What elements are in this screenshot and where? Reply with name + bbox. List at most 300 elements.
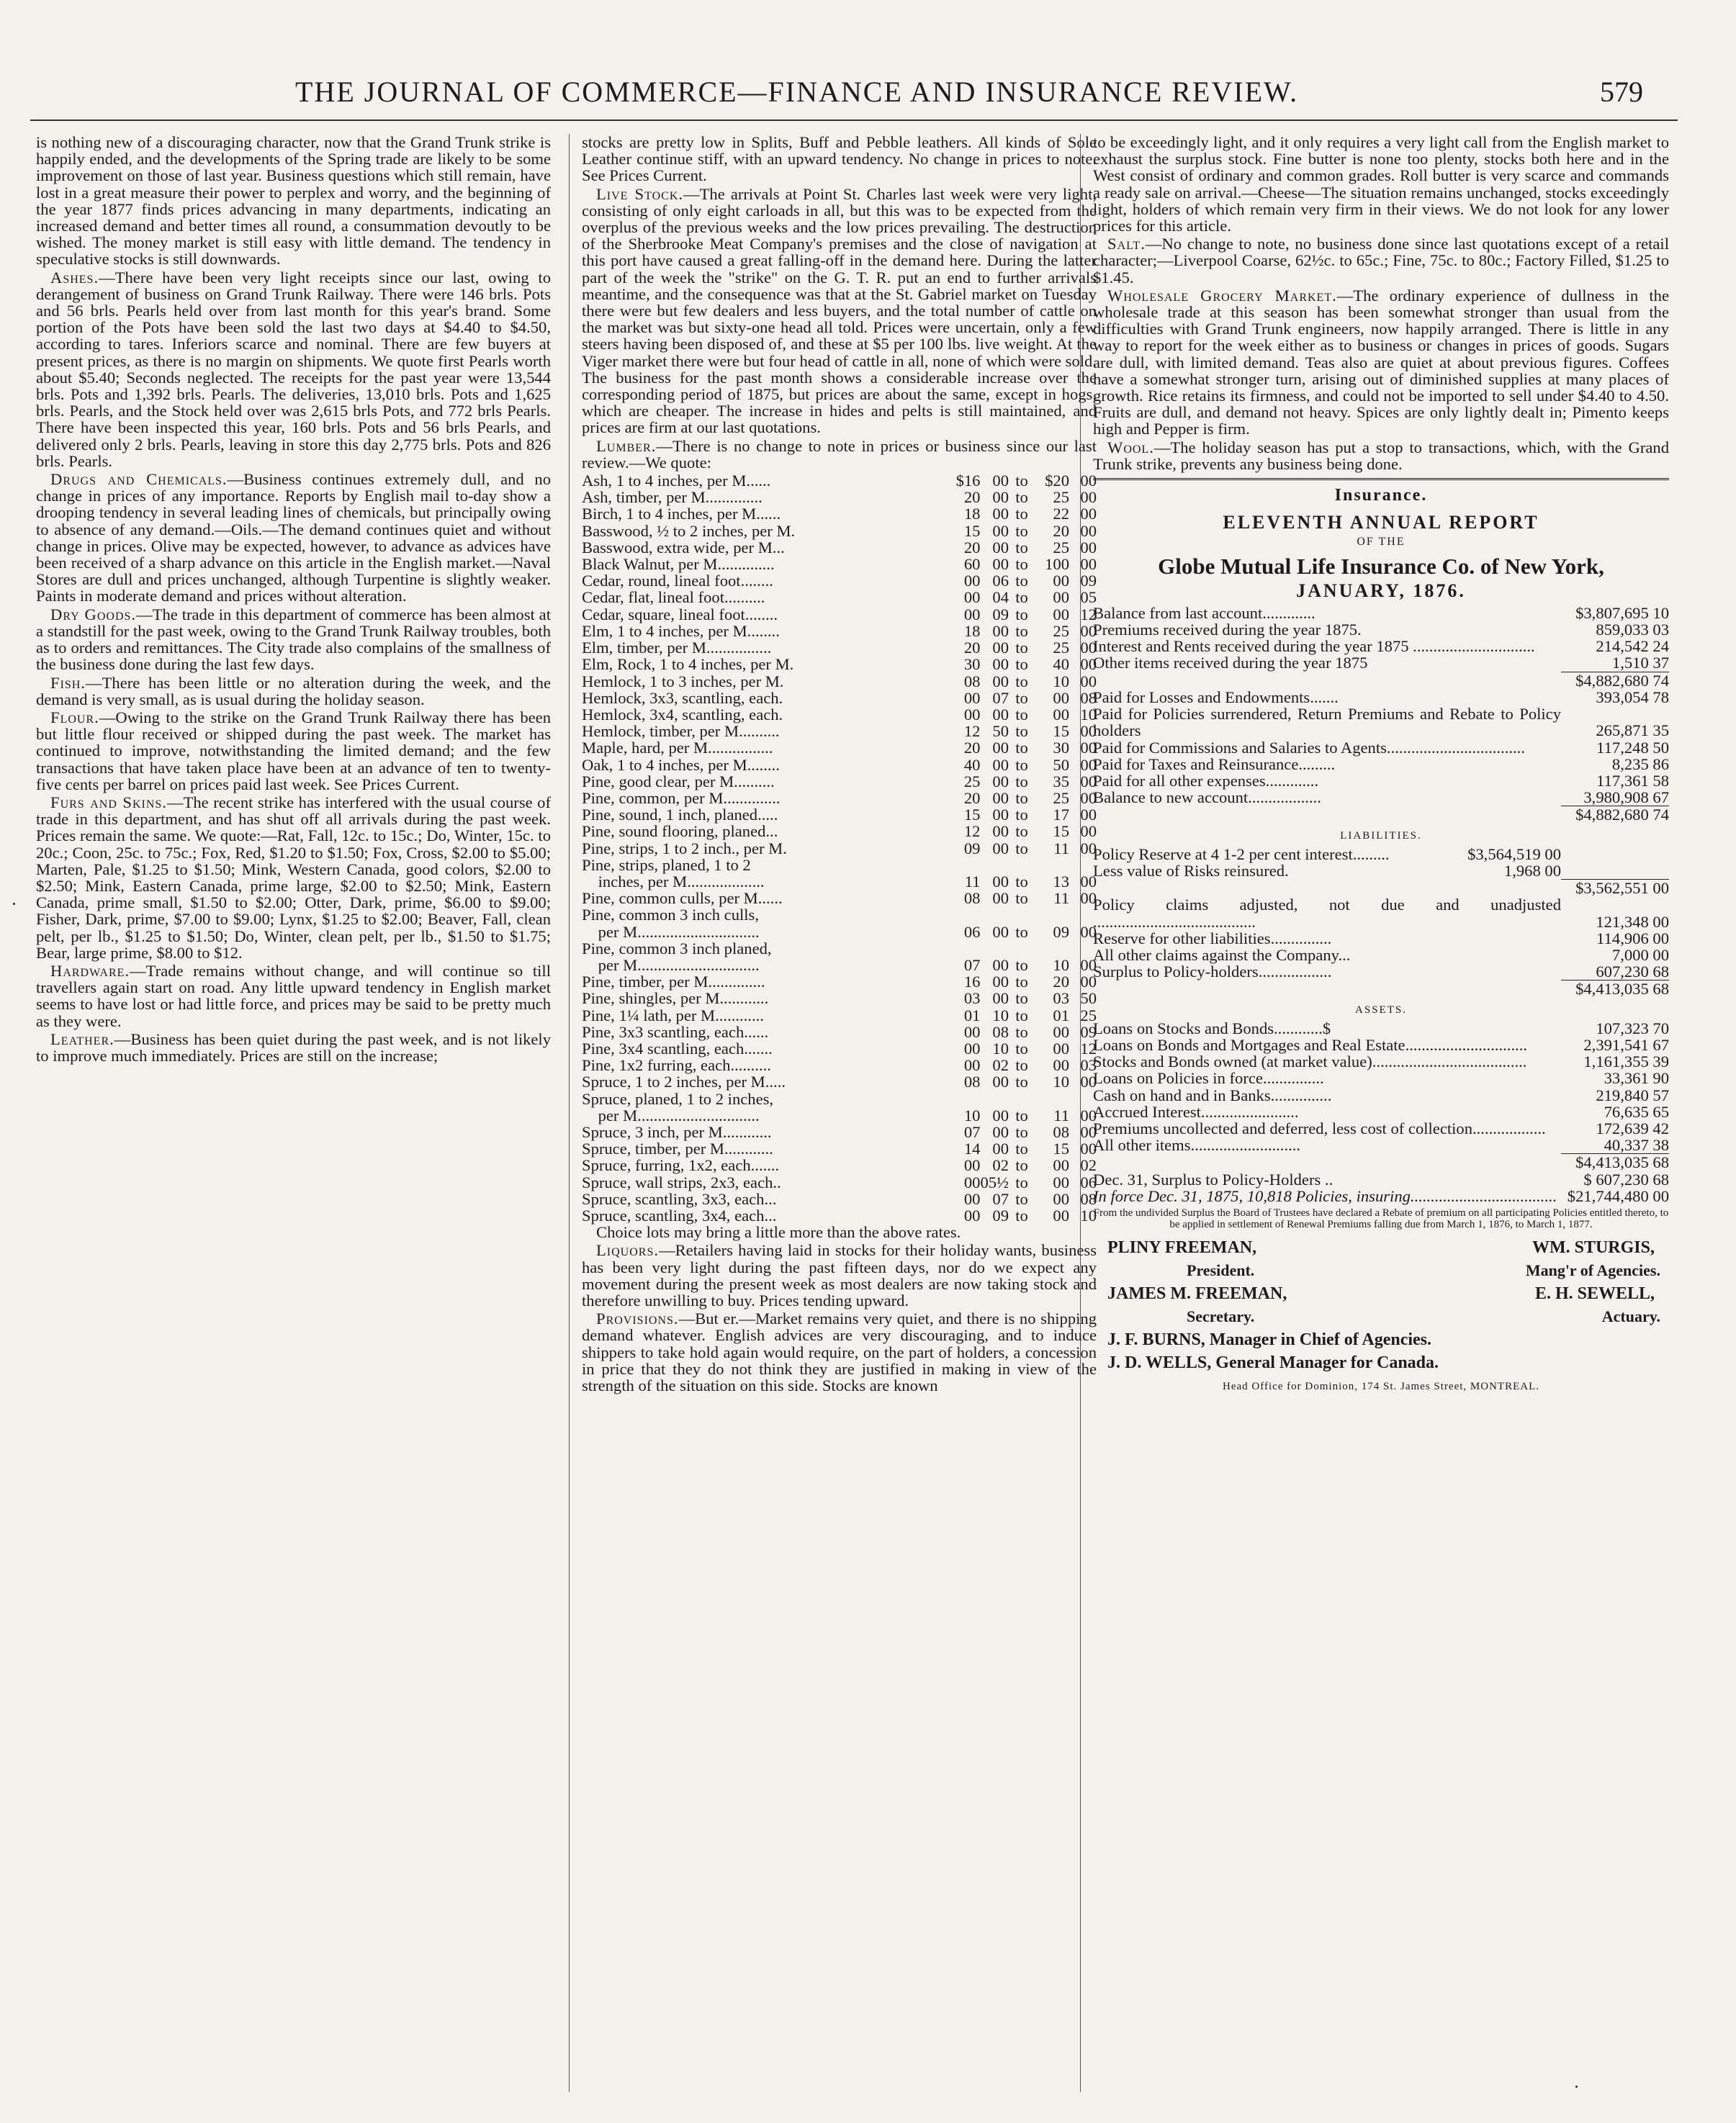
- financial-row: [1093, 1020, 1669, 1037]
- financial-value: 76,635 65: [1604, 1102, 1669, 1121]
- price-high-dollars: 00: [1053, 1056, 1069, 1075]
- page-header: [0, 75, 1736, 112]
- price-high-cents: 00: [1080, 1073, 1097, 1091]
- lumber-item: Pine, common, per M..............: [582, 788, 781, 807]
- to-word: [1009, 1091, 1035, 1107]
- income-total-row: [1093, 672, 1669, 689]
- lumber-item: Pine, 3x3 scantling, each......: [582, 1022, 769, 1041]
- price-low-dollars: 16: [963, 973, 981, 991]
- income-table: [1093, 605, 1669, 672]
- drugs-paragraph: [36, 471, 551, 605]
- lumber-row: [582, 823, 1097, 839]
- lumber-item: per M..............................: [582, 1106, 760, 1124]
- price-low-dollars: 00: [963, 1156, 981, 1175]
- lumber-row: [582, 957, 1097, 973]
- price-high-cents: 00: [1080, 639, 1097, 657]
- financial-row: [1093, 862, 1669, 879]
- wool-heading: Wool.: [1107, 438, 1154, 456]
- lumber-row: [582, 890, 1097, 906]
- financial-row: [1093, 1070, 1669, 1086]
- to-word: to: [1015, 1122, 1028, 1141]
- report-title: ELEVENTH ANNUAL REPORT: [1223, 512, 1539, 533]
- financial-label: Surplus to Policy-holders..................: [1093, 963, 1332, 981]
- price-low-cents: 07: [992, 688, 1009, 707]
- price-high-cents: 00: [1080, 955, 1097, 974]
- to-word: to: [1015, 572, 1028, 590]
- assets-heading: ASSETS.: [1355, 1004, 1407, 1016]
- price-high-dollars: 01: [1053, 1006, 1069, 1024]
- to-word: to: [1015, 973, 1028, 991]
- in-force-value: $21,744,480 00: [1567, 1186, 1669, 1205]
- lumber-item: Spruce, 3 inch, per M............: [582, 1122, 772, 1141]
- price-high-dollars: 00: [1053, 1156, 1069, 1175]
- column-divider: [569, 134, 570, 2092]
- financial-row: [1093, 896, 1669, 929]
- financial-label: Premiums uncollected and deferred, less cost of collection..................: [1093, 1119, 1546, 1137]
- lumber-row: [582, 1007, 1097, 1024]
- lumber-row: [582, 556, 1097, 572]
- price-high-dollars: [1035, 940, 1069, 957]
- hardware-text: —Trade remains without change, and will continue so till travellers again start on road. Any little upward tendency in English market seems to have lost or had little force, and prices may be said to be pretty much as they were.: [36, 961, 551, 1030]
- price-low-dollars: 08: [963, 889, 981, 908]
- ashes-text: —There have been very light receipts since our last, owing to derangement of business on Grand Trunk Railway. There were 146 brls. Pots and 56 brls. Pearls held over from last month for this year's brand. Some portion of the Pots have been sold the last two days at $4.40 to $4.50, according to tares. Inferiors scarce and nominal. There are few buyers at present prices, as there is no margin on shipments. We quote first Pearls worth about $5.40; Seconds neglected. The receipts for the past year were 13,544 brls. Pots and 1,392 brls. Pearls. The deliveries, 13,010 brls. Pots and 1,625 brls. Pearls, and the Stock held over was 2,615 brls Pots, and 772 brls Pearls. There have been inspected this year, 160 brls. Pots and 56 brls Pearls, and delivered only 2 brls. Pearls, leaving in store this day 2,775 brls. Pots and 826 brls. Pearls.: [36, 268, 551, 470]
- lumber-row: [582, 1157, 1097, 1173]
- price-high-dollars: 17: [1053, 806, 1069, 824]
- financial-label: Other items received during the year 1875: [1093, 654, 1368, 672]
- lumber-row: [582, 690, 1097, 706]
- financial-value: 117,361 58: [1596, 771, 1669, 790]
- price-high-dollars: 35: [1053, 772, 1069, 790]
- price-high-dollars: 11: [1053, 1106, 1069, 1124]
- financial-row: [1093, 689, 1669, 706]
- to-word: to: [1015, 839, 1028, 857]
- price-low-dollars: [945, 1091, 980, 1107]
- financial-row: [1093, 638, 1669, 654]
- financial-row: [1093, 846, 1669, 862]
- financial-value: 33,361 90: [1604, 1069, 1669, 1088]
- to-word: to: [1015, 1189, 1028, 1208]
- lumber-item: Pine, sound flooring, planed...: [582, 822, 778, 841]
- price-high-dollars: 03: [1053, 989, 1069, 1008]
- disbursement-total: $4,882,680 74: [1561, 806, 1669, 824]
- to-word: [1009, 940, 1035, 957]
- price-low-cents: 10: [992, 1006, 1009, 1024]
- drugs-text: —Business continues extremely dull, and no change in prices of any importance. Reports by English mail to-day show a drooping tendency in several leading lines of chemicals, but principally owing to absence of any demand.—Oils.—The demand continues quiet and without change in prices. Olive may be expected, however, to advance as advices have been received of a sharp advance on this article in the English market.—Naval Stores are dull and prices unchanged, although Turpentine is slightly weaker. Paints in moderate demand and prices without alteration.: [36, 470, 551, 605]
- price-high-cents: 10: [1080, 1207, 1097, 1225]
- lumber-item: Pine, good clear, per M..........: [582, 772, 775, 790]
- lumber-item: Pine, 1x2 furring, each..........: [582, 1056, 771, 1075]
- financial-row: [1093, 1104, 1669, 1120]
- price-low-cents: 00: [992, 538, 1009, 556]
- financial-value: 214,542 24: [1596, 637, 1669, 656]
- financial-value: 114,906 00: [1596, 929, 1669, 947]
- financial-label: Reserve for other liabilities...............: [1093, 929, 1332, 947]
- price-low-cents: 00: [992, 621, 1009, 640]
- financial-label: Premiums received during the year 1875.: [1093, 621, 1362, 639]
- to-word: to: [1015, 1207, 1028, 1225]
- lumber-item: Pine, sound, 1 inch, planed.....: [582, 806, 778, 824]
- price-high-dollars: 25: [1053, 538, 1069, 556]
- lumber-item: Pine, common 3 inch culls,: [582, 906, 759, 924]
- price-low-dollars: 14: [963, 1140, 981, 1158]
- price-high-cents: 09: [1080, 1022, 1097, 1041]
- salt-paragraph: [1093, 235, 1669, 286]
- price-high-dollars: 10: [1053, 955, 1069, 974]
- to-word: [1009, 857, 1035, 873]
- to-word: to: [1015, 655, 1028, 674]
- leather-text: —Business has been quiet during the past week, and is not likely to improve much immediately. Prices are still on the increase;: [36, 1029, 551, 1065]
- reserve-total: $3,562,551 00: [1561, 880, 1669, 897]
- price-high-cents: 00: [1080, 521, 1097, 540]
- liabilities-total: $4,413,035 68: [1561, 981, 1669, 998]
- provisions-continued: to be exceedingly light, and it only requires a very light call from the English market to exhaust the surplus stock. Fine butter is none too plenty, stocks both here and in the West consist of ordinary and common grades. Roll butter is very scarce and commands a ready sale on arrival.—Cheese—The situation remains unchanged, stocks exceedingly light, holders of which remain very firm in their views. We do not look for any lower prices for this article.: [1093, 134, 1669, 235]
- officer-role: Mang'r of Agencies.: [1525, 1261, 1660, 1279]
- to-word: to: [1015, 472, 1028, 490]
- to-word: to: [1015, 788, 1028, 807]
- lumber-paragraph: [582, 438, 1097, 471]
- price-high-cents: 00: [1080, 555, 1097, 574]
- price-high-dollars: 100: [1045, 555, 1069, 574]
- lumber-row: [582, 623, 1097, 639]
- to-word: to: [1015, 889, 1028, 908]
- price-high-cents: 03: [1080, 1056, 1097, 1075]
- grocery-text: —The ordinary experience of dullness in the wholesale trade at this season has been somewhat stronger than usual from the difficulties with Grand Trunk engineers, now happily arranged. There is little in any way to report for the week either as to business or changes in prices of goods. Sugars are dull, with limited demand. Teas also are quiet at about previous figures. Coffees have a somewhat stronger turn, arising out of diminished supplies at many places of growth. Rice retains its firmness, and could not be imported to sell under $4.40 to 4.50. Fruits are dull, and demand not heavy. Spices are only lightly dealt in; Pimento keeps high and Pepper is firm.: [1093, 286, 1669, 438]
- price-high-cents: 00: [1080, 922, 1097, 941]
- surplus-value: $ 607,230 68: [1583, 1170, 1669, 1189]
- price-low-dollars: 18: [963, 621, 981, 640]
- dry-goods-paragraph: [36, 606, 551, 673]
- column-1: [36, 134, 551, 2092]
- price-low-dollars: 40: [963, 755, 981, 774]
- lumber-item: Elm, Rock, 1 to 4 inches, per M.: [582, 655, 794, 674]
- lumber-item: Cedar, square, lineal foot........: [582, 605, 778, 623]
- price-low-cents: 00: [992, 973, 1009, 991]
- price-high-cents: 05: [1080, 588, 1097, 607]
- price-high-cents: 00: [1080, 872, 1097, 891]
- financial-label: All other items...........................: [1093, 1136, 1301, 1155]
- price-high-cents: 10: [1080, 705, 1097, 724]
- financial-row: [1093, 1037, 1669, 1053]
- price-low-cents: 00: [992, 772, 1009, 790]
- price-low-cents: 07: [992, 1189, 1009, 1208]
- live-stock-paragraph: [582, 186, 1097, 436]
- reserve-table: [1093, 846, 1669, 879]
- price-low-dollars: 20: [963, 739, 981, 757]
- price-low-dollars: 00: [963, 1189, 981, 1208]
- price-high-cents: 06: [1080, 1173, 1097, 1191]
- price-low-dollars: 00: [963, 1056, 981, 1075]
- price-low-dollars: 12: [963, 722, 981, 741]
- price-high-dollars: [1035, 857, 1069, 873]
- disbursement-table: [1093, 689, 1669, 806]
- price-low-dollars: 00: [963, 688, 981, 707]
- price-low-dollars: 20: [963, 788, 981, 807]
- price-low-dollars: 00: [963, 1022, 981, 1041]
- to-word: to: [1015, 1073, 1028, 1091]
- manager-burns: J. F. BURNS, Manager in Chief of Agencies.: [1107, 1330, 1431, 1349]
- to-word: to: [1015, 1140, 1028, 1158]
- to-word: to: [1015, 688, 1028, 707]
- financial-label: Paid for Policies surrendered, Return Premiums and Rebate to Policy holders: [1093, 705, 1561, 740]
- lumber-item: Spruce, scantling, 3x4, each...: [582, 1207, 777, 1225]
- financial-row: [1093, 621, 1669, 638]
- price-high-dollars: [1035, 1091, 1069, 1107]
- price-low-cents: 00: [992, 788, 1009, 807]
- financial-label: Interest and Rents received during the year 1875 ..............................: [1093, 637, 1535, 656]
- lumber-item: inches, per M...................: [582, 872, 765, 891]
- financial-row: [1093, 963, 1669, 980]
- lumber-item: Hemlock, timber, per M..........: [582, 722, 780, 741]
- price-high-cents: 00: [1080, 772, 1097, 790]
- officer-role: Secretary.: [1187, 1307, 1255, 1325]
- officer-name: PLINY FREEMAN,: [1107, 1238, 1257, 1257]
- price-low-dollars: 08: [963, 1073, 981, 1091]
- price-low-cents: 09: [992, 1207, 1009, 1225]
- lumber-item: Pine, 3x4 scantling, each.......: [582, 1039, 773, 1058]
- price-high-cents: 00: [1080, 822, 1097, 841]
- lumber-item: Spruce, 1 to 2 inches, per M.....: [582, 1073, 786, 1091]
- leather-heading: Leather.: [50, 1029, 114, 1048]
- lumber-row: [582, 1124, 1097, 1140]
- to-word: to: [1015, 555, 1028, 574]
- price-high-dollars: 15: [1053, 822, 1069, 841]
- wool-text: —The holiday season has put a stop to transactions, which, with the Grand Trunk strike, prevents any business being done.: [1093, 438, 1669, 473]
- lumber-row: [582, 656, 1097, 672]
- financial-value: 1,161,355 39: [1583, 1053, 1669, 1071]
- financial-row: [1093, 654, 1669, 671]
- financial-label: Balance from last account.............: [1093, 603, 1316, 622]
- section-rule: [1093, 478, 1669, 480]
- salt-heading: Salt.: [1107, 235, 1146, 253]
- lumber-row: [582, 1040, 1097, 1057]
- price-low-cents: 00: [992, 705, 1009, 724]
- price-high-cents: 08: [1080, 1189, 1097, 1208]
- lumber-row: [582, 673, 1097, 690]
- lumber-item: Pine, shingles, per M............: [582, 989, 769, 1008]
- lumber-row: [582, 1107, 1097, 1124]
- price-high-cents: 00: [1080, 621, 1097, 640]
- price-low-dollars: 06: [963, 922, 981, 941]
- price-high-cents: 25: [1080, 1006, 1097, 1024]
- hardware-heading: Hardware.: [50, 961, 130, 980]
- liquors-text: —Retailers having laid in stocks for their holiday wants, business has been very light during the past fifteen days, nor do we expect any movement during the present week as most dealers are now taking stock and therefore unwilling to buy. Prices tending upward.: [582, 1241, 1097, 1310]
- financial-value: 607,230 68: [1596, 963, 1669, 981]
- officer-role: President.: [1187, 1261, 1255, 1279]
- price-high-dollars: 08: [1053, 1122, 1069, 1141]
- financial-label: Policy Reserve at 4 1-2 per cent interest.........: [1093, 844, 1390, 863]
- lumber-item: Pine, timber, per M..............: [582, 973, 765, 991]
- financial-label: Paid for Taxes and Reinsurance.........: [1093, 754, 1336, 773]
- to-word: to: [1015, 922, 1028, 941]
- lumber-item: Oak, 1 to 4 inches, per M........: [582, 755, 780, 774]
- financial-value: 107,323 70: [1596, 1019, 1669, 1037]
- to-word: to: [1015, 1106, 1028, 1124]
- financial-value: 7,000 00: [1611, 945, 1669, 964]
- price-high-dollars: 00: [1053, 705, 1069, 724]
- financial-label: Accrued Interest........................: [1093, 1102, 1299, 1121]
- insurance-heading: Insurance.: [1334, 486, 1428, 505]
- lumber-row: [582, 806, 1097, 823]
- price-high-dollars: 25: [1053, 788, 1069, 807]
- lumber-item: Pine, common 3 inch planed,: [582, 939, 772, 957]
- grocery-heading: Wholesale Grocery Market.: [1107, 286, 1337, 305]
- price-high-cents: 00: [1080, 1122, 1097, 1141]
- surplus-label: Dec. 31, Surplus to Policy-Holders ..: [1093, 1170, 1334, 1189]
- price-high-dollars: 25: [1053, 621, 1069, 640]
- column-2: [582, 134, 1097, 2092]
- wool-paragraph: [1093, 439, 1669, 472]
- financial-label: Loans on Policies in force...............: [1093, 1069, 1324, 1088]
- to-word: to: [1015, 772, 1028, 790]
- financial-label: Cash on hand and in Banks...............: [1093, 1086, 1332, 1104]
- to-word: to: [1015, 521, 1028, 540]
- disbursement-total-row: [1093, 806, 1669, 823]
- in-force-label: In force Dec. 31, 1875, 10,818 Policies, insuring....................................: [1093, 1186, 1557, 1205]
- to-word: to: [1015, 672, 1028, 690]
- price-low-cents: 08: [992, 1022, 1009, 1041]
- financial-label: Less value of Risks reinsured.: [1093, 861, 1289, 880]
- lumber-item: Pine, strips, planed, 1 to 2: [582, 855, 751, 874]
- liabilities-total-row: [1093, 980, 1669, 997]
- lumber-row: [582, 906, 1097, 923]
- to-word: to: [1015, 1056, 1028, 1075]
- price-high-dollars: $20: [1045, 472, 1069, 490]
- lumber-item: Basswood, ½ to 2 inches, per M.: [582, 521, 796, 540]
- price-low-cents: 00: [992, 1106, 1009, 1124]
- assets-total-row: [1093, 1153, 1669, 1171]
- price-high-cents: 00: [1080, 655, 1097, 674]
- dry-goods-heading: Dry Goods.: [50, 605, 137, 623]
- to-word: to: [1015, 722, 1028, 741]
- liabilities-heading: LIABILITIES.: [1340, 829, 1422, 842]
- price-high-cents: 00: [1080, 672, 1097, 690]
- to-word: to: [1015, 872, 1028, 891]
- price-low-cents: [980, 1091, 1009, 1107]
- price-low-cents: 00: [992, 472, 1009, 490]
- lumber-item: Cedar, flat, lineal foot..........: [582, 588, 765, 607]
- price-high-dollars: 10: [1053, 1073, 1069, 1091]
- rebate-footnote: From the undivided Surplus the Board of Trustees have declared a Rebate of premium on all participating Policies entitled thereto, to be applied in settlement of Renewal Premiums falling due from March 1, 1876, to March 1, 1877.: [1093, 1207, 1669, 1230]
- price-high-cents: 00: [1080, 505, 1097, 523]
- price-low-cents: 06: [992, 572, 1009, 590]
- to-word: to: [1015, 755, 1028, 774]
- financial-value: $3,807,695 10: [1575, 603, 1669, 622]
- financial-label: Paid for Commissions and Salaries to Agents..................................: [1093, 738, 1525, 757]
- lumber-row: [582, 472, 1097, 489]
- page-number: 579: [1600, 76, 1643, 108]
- price-high-cents: 00: [1080, 739, 1097, 757]
- salt-text: —No change to note, no business done since last quotations except of a retail character;—Liverpool Coarse, 62½c. to 65c.; Fine, 75c. to 80c.; Factory Filled, $1.25 to $1.45.: [1093, 235, 1669, 287]
- price-low-dollars: 07: [963, 1122, 981, 1141]
- leather-paragraph: [36, 1031, 551, 1064]
- financial-row: [1093, 739, 1669, 756]
- price-low-cents: [980, 906, 1009, 923]
- financial-value: 859,033 03: [1596, 621, 1669, 639]
- lumber-price-table: [582, 472, 1097, 1224]
- lumber-item: Elm, timber, per M................: [582, 639, 772, 657]
- financial-subvalue: 1,968 00: [1503, 861, 1561, 880]
- provisions-text: —But er.—Market remains very quiet, and there is no shipping demand whatever. English advices are very discouraging, and to induce shippers to take hold again would require, on the part of holders, a concession in price that they do not think they are justified in making in view of the strength of the situation on this side. Stocks are known: [582, 1310, 1097, 1395]
- financial-value: 40,337 38: [1604, 1136, 1669, 1155]
- price-low-cents: 00: [992, 955, 1009, 974]
- lumber-item: Spruce, furring, 1x2, each.......: [582, 1156, 780, 1175]
- price-high-cents: 00: [1080, 472, 1097, 490]
- price-high-dollars: 00: [1053, 1207, 1069, 1225]
- financial-label: Policy claims adjusted, not due and unadjusted ........................................: [1093, 896, 1561, 931]
- lumber-item: Spruce, timber, per M............: [582, 1140, 773, 1158]
- officer-name: JAMES M. FREEMAN,: [1107, 1284, 1287, 1303]
- print-speck: [1575, 2086, 1578, 2088]
- reserve-total-row: [1093, 879, 1669, 896]
- price-low-cents: 00: [992, 1122, 1009, 1141]
- price-low-dollars: 20: [963, 538, 981, 556]
- financial-value: 121,348 00: [1596, 912, 1669, 931]
- lumber-item: Ash, 1 to 4 inches, per M......: [582, 472, 771, 490]
- financial-row: [1093, 930, 1669, 947]
- surplus-table: [1093, 1171, 1669, 1204]
- lumber-row: [582, 505, 1097, 522]
- ashes-paragraph: [36, 269, 551, 469]
- officer-name: E. H. SEWELL,: [1534, 1284, 1655, 1303]
- financial-label: Stocks and Bonds owned (at market value)......................................: [1093, 1053, 1527, 1071]
- price-low-dollars: 11: [964, 872, 981, 891]
- lumber-item: Ash, timber, per M..............: [582, 488, 763, 507]
- price-high-dollars: 20: [1053, 521, 1069, 540]
- intro-paragraph: is nothing new of a discouraging character, now that the Grand Trunk strike is happily ended, and the developments of the Spring trade are likely to be some improvement on those of last year. Business questions which still remain, have lost in a great measure their power to perplex and worry, and the beginning of the year 1877 finds prices advancing in many departments, indicating an increased demand and better times all round, a consummation devoutly to be wished. The money market is still easy with little demand. The tendency in speculative stocks is still downwards.: [36, 134, 551, 269]
- price-high-cents: 00: [1080, 889, 1097, 908]
- journal-title: THE JOURNAL OF COMMERCE—FINANCE AND INSURANCE REVIEW.: [295, 76, 1299, 108]
- price-low-cents: 00: [992, 655, 1009, 674]
- price-high-dollars: 22: [1053, 505, 1069, 523]
- liabilities-table: [1093, 896, 1669, 980]
- price-high-cents: 00: [1080, 1140, 1097, 1158]
- price-low-dollars: $16: [955, 472, 981, 490]
- report-date: JANUARY, 1876.: [1296, 580, 1466, 601]
- price-high-cents: 50: [1080, 989, 1097, 1008]
- price-high-dollars: 00: [1053, 1173, 1069, 1191]
- liquors-paragraph: [582, 1242, 1097, 1309]
- price-high-cents: 00: [1080, 722, 1097, 741]
- to-word: to: [1015, 1173, 1028, 1191]
- lumber-item: Hemlock, 1 to 3 inches, per M.: [582, 672, 784, 690]
- lumber-row: [582, 773, 1097, 790]
- price-low-dollars: 00: [963, 705, 981, 724]
- price-low-cents: 00: [992, 872, 1009, 891]
- lumber-item: Hemlock, 3x3, scantling, each.: [582, 688, 783, 707]
- price-low-dollars: 18: [963, 505, 981, 523]
- price-high-cents: 12: [1080, 605, 1097, 623]
- live-stock-text: —The arrivals at Point St. Charles last week were very light, consisting of only eight carloads in all, but this was to be expected from the overplus of the previous weeks and the low prices prevailing. The destruction of the Sherbrooke Meat Company's premises and the close of navigation at this port have caused a great falling-off in the demand here. During the latter part of the week the "strike" on the G. T. R. put an end to further arrivals meantime, and the consequence was that at the St. Gabriel market on Tuesday there were but few dealers and less buyers, and the total number of cattle on the market was but sixty-one head all told. Prices were uncertain, only a few steers having been disposed of, and these at $5 per 100 lbs. live weight. At the Viger market there were but four head of cattle in all, none of which were sold. The business for the past month shows a considerable increase over the corresponding period of 1875, but prices are about the same, except in hogs, which are cheaper. The increase in hides and pelts is still maintained, and prices are firm at our last quotations.: [582, 184, 1097, 437]
- price-low-dollars: 08: [963, 672, 981, 690]
- header-rule: [30, 120, 1678, 121]
- price-low-dollars: 20: [963, 639, 981, 657]
- price-high-dollars: 40: [1053, 655, 1069, 674]
- lumber-row: [582, 940, 1097, 957]
- price-low-cents: 02: [992, 1056, 1009, 1075]
- price-low-cents: 00: [992, 639, 1009, 657]
- price-high-dollars: 11: [1053, 839, 1069, 857]
- lumber-row: [582, 1207, 1097, 1224]
- financial-row: [1093, 1137, 1669, 1153]
- to-word: to: [1015, 1039, 1028, 1058]
- price-low-cents: 04: [992, 588, 1009, 607]
- price-low-dollars: 15: [963, 806, 981, 824]
- to-word: to: [1015, 621, 1028, 640]
- price-high-dollars: [1035, 906, 1069, 923]
- provisions-heading: Provisions.: [596, 1310, 679, 1328]
- head-office-address: Head Office for Dominion, 174 St. James Street, MONTREAL.: [1223, 1380, 1539, 1392]
- price-low-cents: 00: [992, 989, 1009, 1008]
